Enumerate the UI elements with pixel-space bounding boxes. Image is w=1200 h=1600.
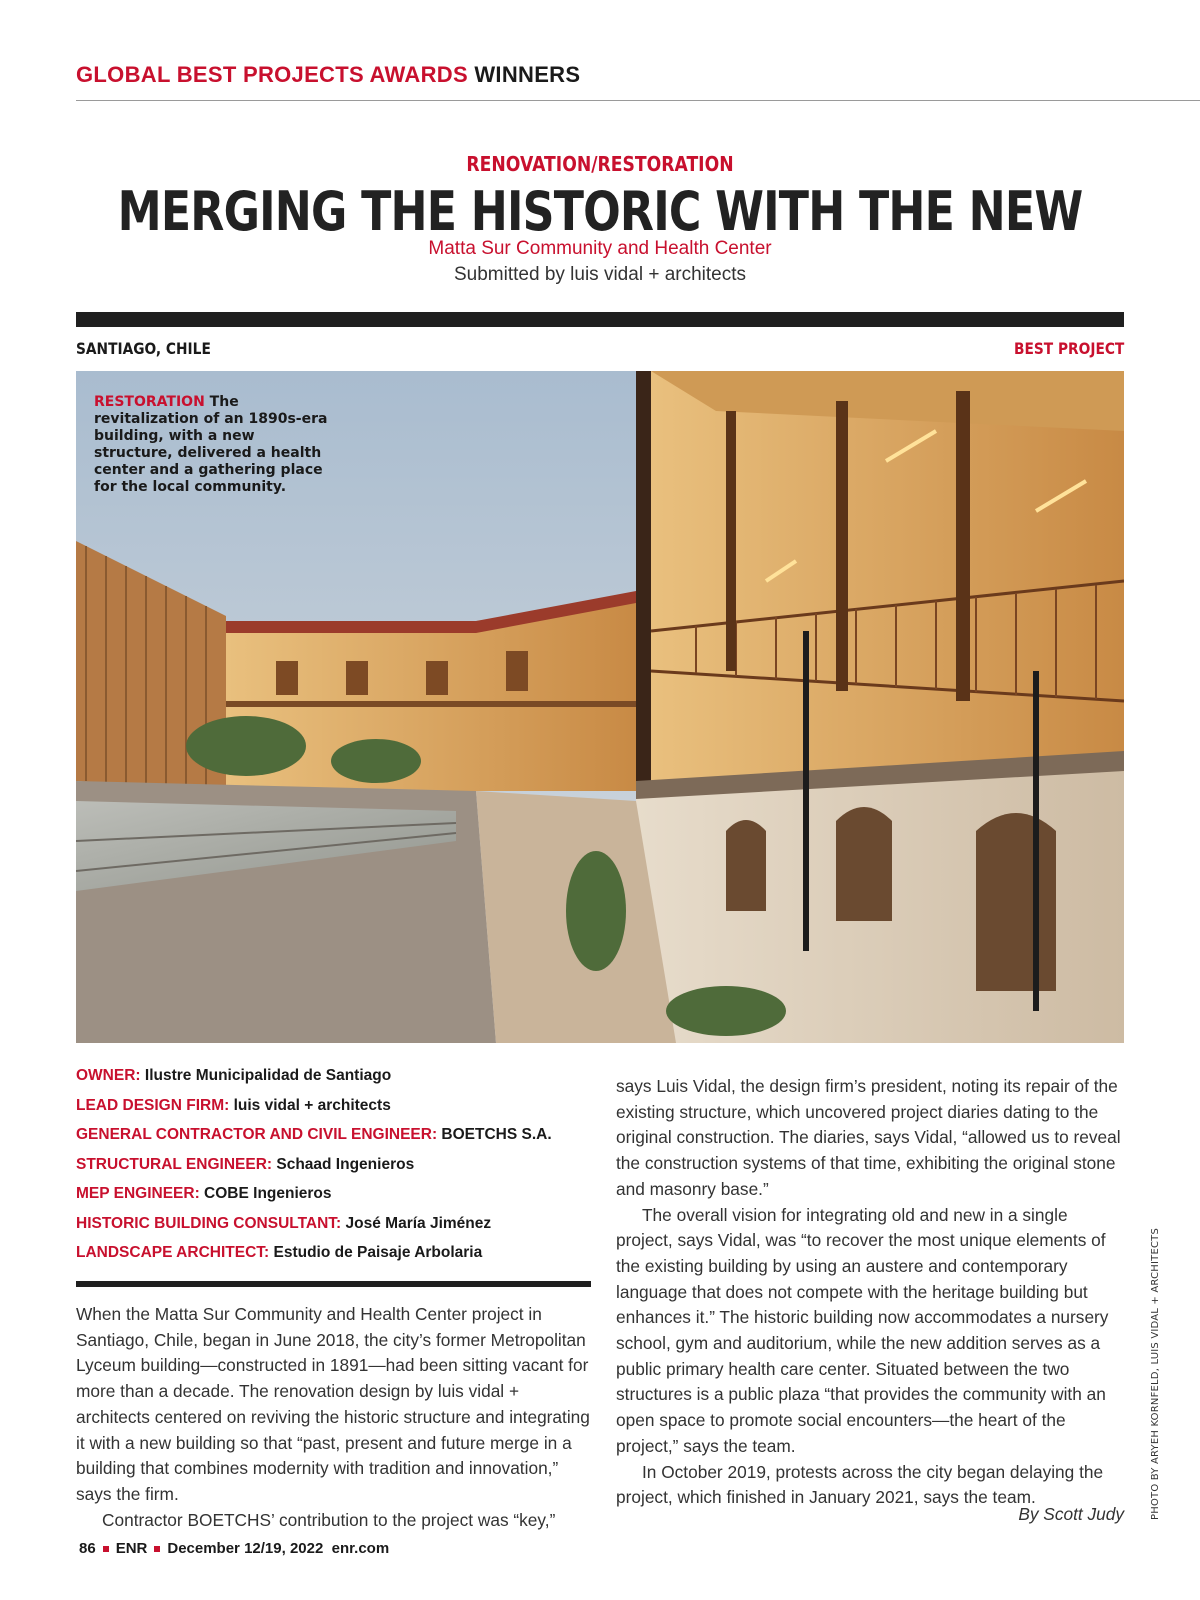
submitted-by: Submitted by luis vidal + architects — [454, 264, 746, 285]
project-credits — [76, 1066, 596, 1273]
location-label: SANTIAGO, CHILE — [76, 339, 211, 358]
caption-kicker: RESTORATION — [94, 394, 205, 410]
body-paragraph: In October 2019, protests across the city began delaying the project, which finished in January 2021, says the team. — [616, 1461, 1104, 1508]
page-number: 86 — [79, 1540, 96, 1557]
credit-role: LANDSCAPE ARCHITECT: — [76, 1244, 270, 1261]
photo-credit: PHOTO BY ARYEH KORNFELD, LUIS VIDAL + ARCHITECTS — [1150, 1227, 1161, 1520]
credit-owner — [76, 1066, 596, 1096]
credit-name: José María Jiménez — [341, 1214, 492, 1232]
body-paragraph: The overall vision for integrating old and new in a single project, says Vidal, was “to recover the most unique elements of the existing building by using an austere and contemporary language that does not compete with the heritage building but enhances it.” The historic building now accommodates a nursery school, gym and auditorium, while the new addition serves as a public primary health care center. Situated between the two structures is a public plaza “that provides the community with an open space to promote social encounters—the heart of the project,” says the team. — [616, 1204, 1109, 1456]
website: enr.com — [331, 1540, 390, 1557]
credit-name: Estudio de Paisaje Arbolaria — [269, 1244, 483, 1261]
photo-caption — [94, 394, 334, 496]
category-label: RENOVATION/RESTORATION — [466, 152, 734, 176]
credit-role: STRUCTURAL ENGINEER: — [76, 1155, 273, 1173]
headline: MERGING THE HISTORIC WITH THE NEW — [117, 180, 1083, 243]
page-folio — [79, 1540, 389, 1557]
body-paragraph: Contractor BOETCHS’ contribution to the project was “key,” — [102, 1509, 556, 1530]
credit-name: Ilustre Municipalidad de Santiago — [140, 1067, 392, 1084]
section-sublabel: WINNERS — [474, 62, 581, 87]
body-paragraph: When the Matta Sur Community and Health Center project in Santiago, Chile, began in June 2018, the city’s former Metropolitan Lyceum building—constructed in 1891—had been sitting vacant for more than a decade. The renovation design by luis vidal + architects centered on reviving the historic structure and integrating it with a new building so that “past, present and future merge in a building that combines modernity with tradition and innovation,” says the firm. — [76, 1304, 590, 1504]
separator-square-icon — [154, 1546, 160, 1552]
magazine-name: ENR — [115, 1540, 148, 1557]
credit-lead-design-firm — [76, 1096, 596, 1126]
credit-role: LEAD DESIGN FIRM: — [76, 1096, 230, 1114]
credit-general-contractor — [76, 1125, 596, 1155]
credit-role: GENERAL CONTRACTOR AND CIVIL ENGINEER: — [76, 1126, 438, 1143]
issue-date: December 12/19, 2022 — [167, 1540, 324, 1557]
credit-structural-engineer — [76, 1155, 596, 1185]
credit-role: HISTORIC BUILDING CONSULTANT: — [76, 1214, 342, 1232]
credit-landscape-architect — [76, 1243, 596, 1273]
credit-mep-engineer — [76, 1184, 596, 1214]
title-divider — [76, 312, 1124, 327]
body-paragraph: says Luis Vidal, the design firm’s president, noting its repair of the existing structure, which uncovered project diaries dating to the original construction. The diaries, says Vidal, “allowed us to reveal the construction systems of that time, exhibiting the original stone and masonry base.” — [616, 1076, 1121, 1199]
credit-historic-consultant — [76, 1214, 596, 1244]
project-name: Matta Sur Community and Health Center — [428, 238, 772, 259]
credit-name: luis vidal + architects — [229, 1096, 391, 1114]
running-head — [76, 62, 580, 88]
credit-name: Schaad Ingenieros — [272, 1155, 415, 1173]
section-label: GLOBAL BEST PROJECTS AWARDS — [76, 62, 468, 87]
caption-text: The revitalization of an 1890s-era building, with a new structure, delivered a health center and a gathering place for the local community. — [94, 394, 328, 495]
credit-name: COBE Ingenieros — [199, 1185, 332, 1202]
body-column-right — [616, 1074, 1124, 1511]
separator-square-icon — [103, 1546, 109, 1552]
credits-divider — [76, 1281, 591, 1287]
header-divider — [76, 100, 1200, 101]
body-column-left — [76, 1302, 591, 1533]
award-label: BEST PROJECT — [1013, 339, 1124, 358]
byline: By Scott Judy — [1018, 1504, 1124, 1524]
credit-name: BOETCHS S.A. — [437, 1126, 552, 1143]
credit-role: MEP ENGINEER: — [76, 1185, 200, 1202]
credit-role: OWNER: — [76, 1067, 141, 1084]
